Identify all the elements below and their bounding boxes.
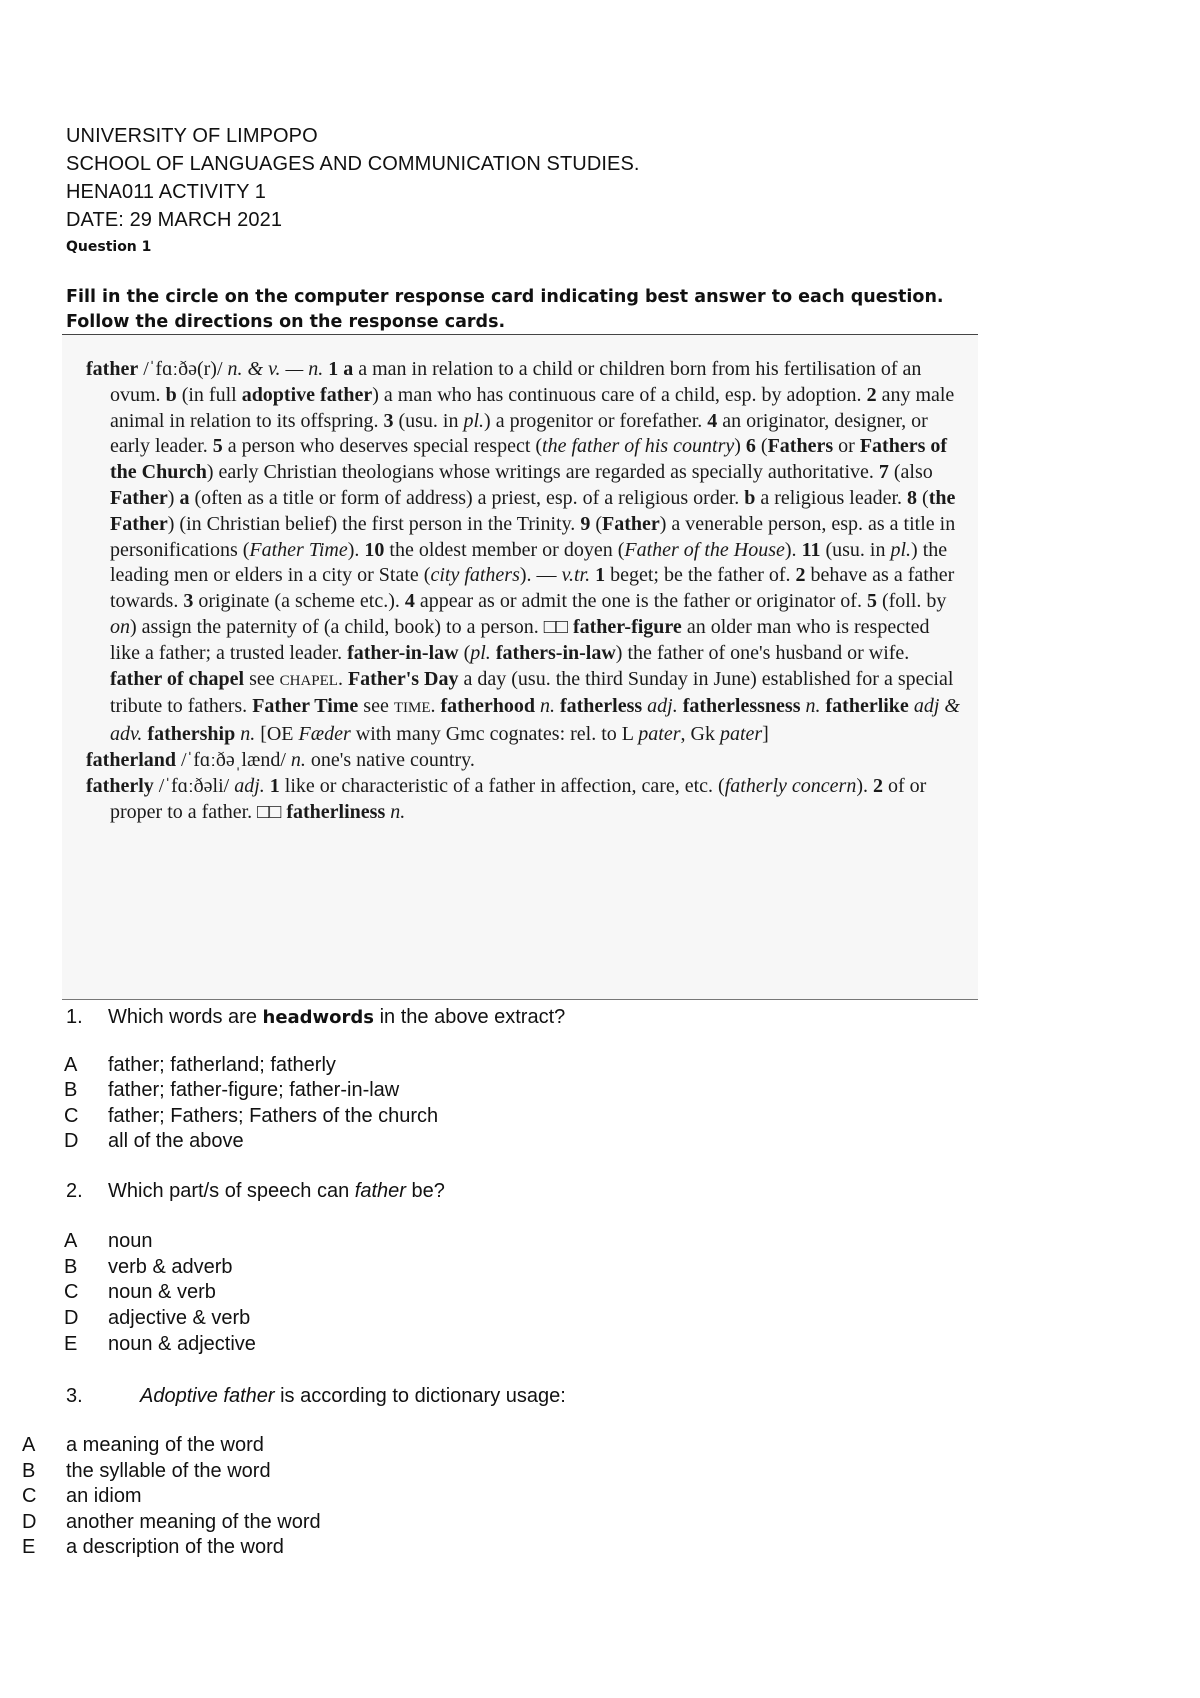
- definition-text: an originator, designer, or early leader.: [110, 409, 928, 458]
- option-text: an idiom: [66, 1485, 142, 1507]
- option-text: father; Fathers; Fathers of the church: [108, 1105, 439, 1127]
- example: the father of his country: [542, 435, 735, 458]
- question-text: is according to dictionary usage:: [274, 1385, 566, 1407]
- option-text: another meaning of the word: [66, 1511, 321, 1533]
- part-of-speech: n.: [800, 695, 826, 718]
- question-emphasis: headwords: [262, 1007, 375, 1028]
- question-1-text: [108, 1005, 565, 1030]
- definition-text: a person who deserves special respect (: [222, 435, 543, 458]
- definition-text: see: [358, 695, 394, 718]
- question-emphasis: Adoptive father: [140, 1385, 275, 1407]
- option-letter[interactable]: A: [64, 1230, 78, 1252]
- sense-letter: a: [343, 358, 354, 380]
- sense-letter: b: [165, 383, 177, 406]
- etymology: , Gk: [680, 723, 720, 746]
- definition-text: a religious leader.: [755, 486, 908, 509]
- definition-text: (foll. by: [876, 590, 947, 613]
- sense-number: 8: [907, 486, 918, 509]
- question-3-number: 3.: [66, 1385, 83, 1407]
- option-text: father; father-figure; father-in-law: [108, 1079, 400, 1101]
- sense-number: 5: [866, 590, 877, 613]
- definition-text: (also: [888, 461, 933, 484]
- run-on-phrase: father-in-law: [347, 641, 459, 664]
- option-text: a description of the word: [66, 1536, 284, 1558]
- definition-text: .: [430, 695, 441, 718]
- option-letter[interactable]: C: [22, 1485, 37, 1507]
- option-text: a meaning of the word: [66, 1434, 264, 1456]
- definition-text: ): [167, 486, 180, 509]
- definition-text: ): [734, 435, 746, 458]
- definition-text: ).: [347, 538, 365, 561]
- option-text: noun & verb: [108, 1281, 216, 1303]
- definition-text: ) the leading men or elders in a city or State (: [110, 538, 948, 587]
- option-text: adjective & verb: [108, 1307, 251, 1329]
- run-on-phrase: Father's Day: [347, 667, 459, 690]
- part-of-speech: n.: [290, 748, 306, 771]
- option-text: verb & adverb: [108, 1256, 233, 1278]
- sense-number: 4: [707, 409, 718, 432]
- sense-number: 3: [183, 590, 194, 613]
- derivative: fatherhood: [440, 695, 535, 718]
- extract-entries: [62, 357, 960, 825]
- school-name: SCHOOL OF LANGUAGES AND COMMUNICATION STUDIES.: [66, 153, 640, 175]
- part-of-speech: n.: [385, 800, 406, 823]
- cross-reference: TIME: [393, 700, 431, 717]
- question-text: Which words are: [108, 1006, 263, 1028]
- derivative: fathership: [147, 723, 236, 746]
- part-of-speech: n.: [534, 695, 560, 718]
- entry-fatherly: [62, 774, 960, 826]
- definition-text: or: [833, 435, 860, 458]
- option-letter[interactable]: B: [64, 1079, 78, 1101]
- sense-number: 2: [866, 383, 877, 406]
- example: Father Time: [249, 538, 348, 561]
- sense-number: 1: [595, 564, 606, 587]
- definition-text: beget; be the father of.: [605, 564, 796, 587]
- question-emphasis: father: [354, 1180, 406, 1202]
- sense-letter: a: [179, 486, 190, 509]
- derivative-box-icon: □□: [257, 800, 282, 823]
- definition-text: (usu. in: [820, 538, 891, 561]
- sense-number: 6: [745, 435, 756, 458]
- option-letter[interactable]: D: [64, 1130, 79, 1152]
- sense-letter: b: [744, 486, 756, 509]
- option-letter[interactable]: D: [22, 1511, 37, 1533]
- definition-text: (often as a title or form of address) a priest, esp. of a religious order.: [189, 486, 745, 509]
- instructions-line-1: Fill in the circle on the computer response card indicating best answer to each question.: [66, 287, 944, 307]
- part-of-speech: adj.: [642, 695, 683, 718]
- definition-text: the oldest member or doyen (: [384, 538, 625, 561]
- definition-text: (: [590, 512, 602, 535]
- definition-text: (: [458, 641, 471, 664]
- option-letter[interactable]: A: [22, 1434, 36, 1456]
- definition-text: ) assign the paternity of (a child, book) to a person.: [130, 615, 544, 638]
- entry-fatherland: [62, 748, 960, 774]
- option-letter[interactable]: C: [64, 1281, 79, 1303]
- label: pl.: [470, 641, 491, 664]
- definition-text: ) early Christian theologians whose writings are regarded as specially authoritative.: [206, 461, 879, 484]
- definition-text: any male animal in relation to its offspring.: [110, 383, 955, 432]
- part-of-speech: n. & v. — n.: [227, 358, 324, 380]
- definition-text: ).: [784, 538, 802, 561]
- option-letter[interactable]: E: [64, 1333, 78, 1355]
- option-letter[interactable]: D: [64, 1307, 79, 1329]
- headword-father: father: [86, 358, 139, 380]
- question-label: Question 1: [66, 239, 152, 255]
- definition-text: see: [244, 667, 280, 690]
- definition-text: (: [755, 435, 768, 458]
- pronunciation: /ˈfɑːðəˌlænd/: [176, 748, 291, 771]
- derivative: fatherlike: [825, 695, 909, 718]
- definition-text: an older man who is respected like a father; a trusted leader.: [110, 615, 930, 664]
- definition-text: ) (in Christian belief) the first person in the Trinity.: [167, 512, 581, 535]
- definition-text: one's native country.: [305, 748, 475, 771]
- example: Father of the House: [624, 538, 785, 561]
- option-text: noun & adjective: [108, 1333, 256, 1355]
- sense-number: 1: [323, 358, 344, 380]
- run-on-phrase: Father Time: [252, 695, 359, 718]
- activity-title: HENA011 ACTIVITY 1: [66, 181, 267, 203]
- sense-number: 7: [878, 461, 889, 484]
- run-on-phrase: fathers-in-law: [495, 641, 616, 664]
- pronunciation: /ˈfɑːðə(r)/: [138, 358, 228, 380]
- sense-number: 10: [364, 538, 385, 561]
- run-on-phrase: Father: [110, 486, 168, 509]
- question-text: Which part/s of speech can: [108, 1180, 355, 1202]
- definition-text: ). —: [519, 564, 562, 587]
- university-name: UNIVERSITY OF LIMPOPO: [66, 125, 318, 147]
- document-header: [66, 122, 640, 258]
- question-3-text: [140, 1384, 566, 1408]
- definition-text: ) a progenitor or forefather.: [484, 409, 708, 432]
- label: pl.: [890, 538, 912, 561]
- sense-number: 2: [873, 774, 884, 797]
- part-of-speech: adj.: [234, 774, 265, 797]
- derivative: fatherliness: [281, 800, 386, 823]
- sense-number: 3: [383, 409, 394, 432]
- example: on: [110, 615, 130, 638]
- definition-text: (: [917, 486, 929, 509]
- definition-text: (usu. in: [393, 409, 464, 432]
- headword-fatherly: fatherly: [86, 774, 154, 797]
- definition-text: of or proper to a father.: [110, 774, 927, 823]
- part-of-speech: v.tr.: [561, 564, 591, 587]
- definition-text: appear as or admit the one is the father or originator of.: [414, 590, 867, 613]
- entry-father: [62, 357, 960, 748]
- etymology: [OE: [260, 723, 299, 746]
- run-on-phrase: Fathers: [767, 435, 834, 458]
- sense-number: 4: [404, 590, 415, 613]
- definition-text: a man in relation to a child or children born from his fertilisation of an ovum.: [110, 358, 922, 406]
- part-of-speech: n.: [235, 723, 261, 746]
- headword-fatherland: fatherland: [86, 748, 176, 771]
- definition-text: ) the father of one's husband or wife.: [615, 641, 910, 664]
- definition-text: ) a man who has continuous care of a child, esp. by adoption.: [372, 383, 867, 406]
- derivative: fatherlessness: [682, 695, 801, 718]
- run-on-phrase: father of chapel: [110, 667, 245, 690]
- definition-text: ) a venerable person, esp. as a title in personifications (: [110, 512, 956, 561]
- dictionary-extract: [62, 334, 978, 1000]
- option-text: the syllable of the word: [66, 1460, 271, 1482]
- etymology: with many Gmc cognates: rel. to L: [350, 723, 639, 746]
- run-on-phrase: Father: [601, 512, 660, 535]
- cross-reference: CHAPEL: [279, 672, 338, 689]
- option-text: noun: [108, 1230, 153, 1252]
- sense-number: 2: [795, 564, 806, 587]
- question-text: be?: [405, 1180, 445, 1202]
- definition-text: ).: [856, 774, 874, 797]
- question-2-number: 2.: [66, 1180, 83, 1202]
- sense-number: 11: [801, 538, 821, 561]
- example: city fathers: [430, 564, 520, 587]
- sense-number: 5: [212, 435, 223, 458]
- run-on-phrase: Fathers of the Church: [110, 435, 948, 484]
- etymology-word: Fæder: [298, 723, 351, 746]
- definition-text: behave as a father towards.: [110, 564, 955, 613]
- run-on-phrase: adoptive father: [241, 383, 373, 406]
- option-letter[interactable]: B: [22, 1460, 36, 1482]
- derivative-box-icon: □□: [543, 615, 568, 638]
- instructions: [66, 285, 944, 335]
- option-text: all of the above: [108, 1130, 244, 1152]
- activity-date: DATE: 29 MARCH 2021: [66, 209, 283, 231]
- definition-text: a day (usu. the third Sunday in June) established for a special tribute to fathers.: [110, 667, 954, 718]
- option-letter[interactable]: E: [22, 1536, 36, 1558]
- pronunciation: /ˈfɑːðəli/: [153, 774, 235, 797]
- etymology-word: pater: [719, 723, 763, 746]
- sense-number: 1: [264, 774, 280, 797]
- definition-text: .: [337, 667, 348, 690]
- part-of-speech: adj & adv.: [110, 695, 960, 746]
- definition-text: (in full: [176, 383, 242, 406]
- definition-text: originate (a scheme etc.).: [193, 590, 405, 613]
- option-text: father; fatherland; fatherly: [108, 1054, 336, 1076]
- example: fatherly concern: [724, 774, 857, 797]
- instructions-line-2: Follow the directions on the response cards.: [66, 312, 506, 332]
- question-1-number: 1.: [66, 1006, 83, 1028]
- sense-number: 9: [580, 512, 591, 535]
- derivative: fatherless: [559, 695, 643, 718]
- run-on-phrase: the Father: [110, 486, 956, 535]
- etymology: ]: [762, 723, 769, 746]
- run-on-phrase: father-figure: [567, 615, 682, 638]
- definition-text: like or characteristic of a father in affection, care, etc. (: [279, 774, 725, 797]
- etymology-word: pater: [638, 723, 681, 746]
- option-letter[interactable]: C: [64, 1105, 79, 1127]
- question-2-text: [108, 1179, 445, 1203]
- question-text: in the above extract?: [374, 1006, 566, 1028]
- option-letter[interactable]: A: [64, 1054, 78, 1076]
- option-letter[interactable]: B: [64, 1256, 78, 1278]
- label: pl.: [463, 409, 485, 432]
